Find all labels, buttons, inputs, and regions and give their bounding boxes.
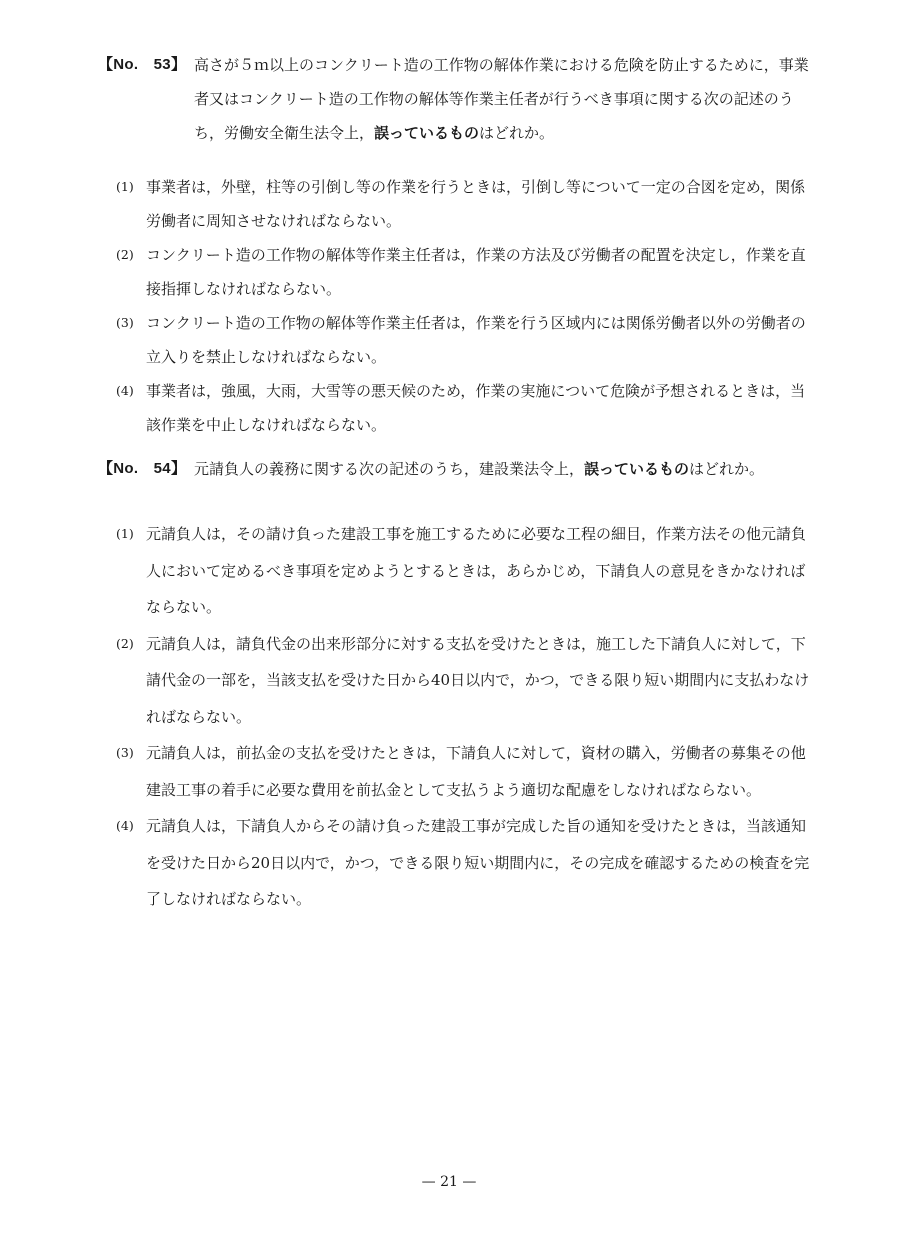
option-list (98, 170, 810, 442)
question-number: 【No. 54】 (98, 460, 187, 477)
stem-ending: はどれか。 (689, 460, 765, 478)
question-stem (194, 48, 810, 150)
option-number: (1) (116, 526, 134, 541)
option-number: (4) (116, 383, 134, 398)
option-number: (4) (116, 818, 134, 833)
option-number: (2) (116, 635, 134, 651)
option-text: 元請負人は，前払金の支払を受けたときは，下請負人に対して，資材の購入，労働者の募集その他建設工事の着手に必要な費用を前払金として支払うよう適切な配慮をしなければならない。 (146, 744, 806, 799)
option-number: (1) (116, 179, 134, 194)
stem-emphasis: 誤っているもの (584, 460, 690, 478)
question-header (98, 48, 810, 150)
option-text: 事業者は，強風，大雨，大雪等の悪天候のため，作業の実施について危険が予想されるときは，当該作業を中止しなければならない。 (146, 382, 806, 434)
option-list (98, 516, 810, 918)
option-text: 元請負人は，請負代金の出来形部分に対する支払を受けたときは，施工した下請負人に対して，下請代金の一部を，当該支払を受けた日から40日以内で，かつ，できる限り短い期間内に支払わなければならない。 (146, 634, 810, 726)
option-3 (98, 735, 810, 808)
question-number: 【No. 53】 (98, 56, 187, 73)
stem-text: 高さが５ｍ以上のコンクリート造の工作物の解体作業における危険を防止するために，事業者又はコンクリート造の工作物の解体等作業主任者が行うべき事項に関する次の記述のうち，労働安全衛生法令上， (194, 56, 809, 142)
option-number: (3) (116, 315, 134, 330)
option-text: 事業者は，外壁，柱等の引倒し等の作業を行うときは，引倒し等について一定の合図を定め，関係労働者に周知させなければならない。 (146, 178, 806, 230)
option-2 (98, 238, 810, 306)
stem-emphasis: 誤っているもの (374, 124, 480, 142)
option-text: コンクリート造の工作物の解体等作業主任者は，作業を行う区域内には関係労働者以外の労働者の立入りを禁止しなければならない。 (146, 314, 806, 366)
question-53 (98, 48, 810, 442)
question-54 (98, 452, 810, 918)
option-3 (98, 306, 810, 374)
option-2 (98, 626, 810, 736)
page-number: — 21 — (421, 1174, 477, 1190)
option-1 (98, 516, 810, 626)
question-header (98, 452, 810, 486)
stem-text: 元請負人の義務に関する次の記述のうち，建設業法令上， (194, 460, 585, 478)
option-text: コンクリート造の工作物の解体等作業主任者は，作業の方法及び労働者の配置を決定し，作業を直接指揮しなければならない。 (146, 246, 806, 298)
option-1 (98, 170, 810, 238)
option-text: 元請負人は，その請け負った建設工事を施工するために必要な工程の細目，作業方法その他元請負人において定めるべき事項を定めようとするときは，あらかじめ，下請負人の意見をきかなければならない。 (146, 525, 807, 616)
option-number: (2) (116, 247, 134, 262)
option-text: 元請負人は，下請負人からその請け負った建設工事が完成した旨の通知を受けたときは，当該通知を受けた日から20日以内で，かつ，できる限り短い期間内に，その完成を確認するための検査を完了しなければならない。 (146, 817, 810, 908)
option-4 (98, 808, 810, 918)
option-4 (98, 374, 810, 442)
question-stem (194, 452, 810, 486)
stem-ending: はどれか。 (479, 124, 555, 142)
option-number: (3) (116, 745, 134, 760)
